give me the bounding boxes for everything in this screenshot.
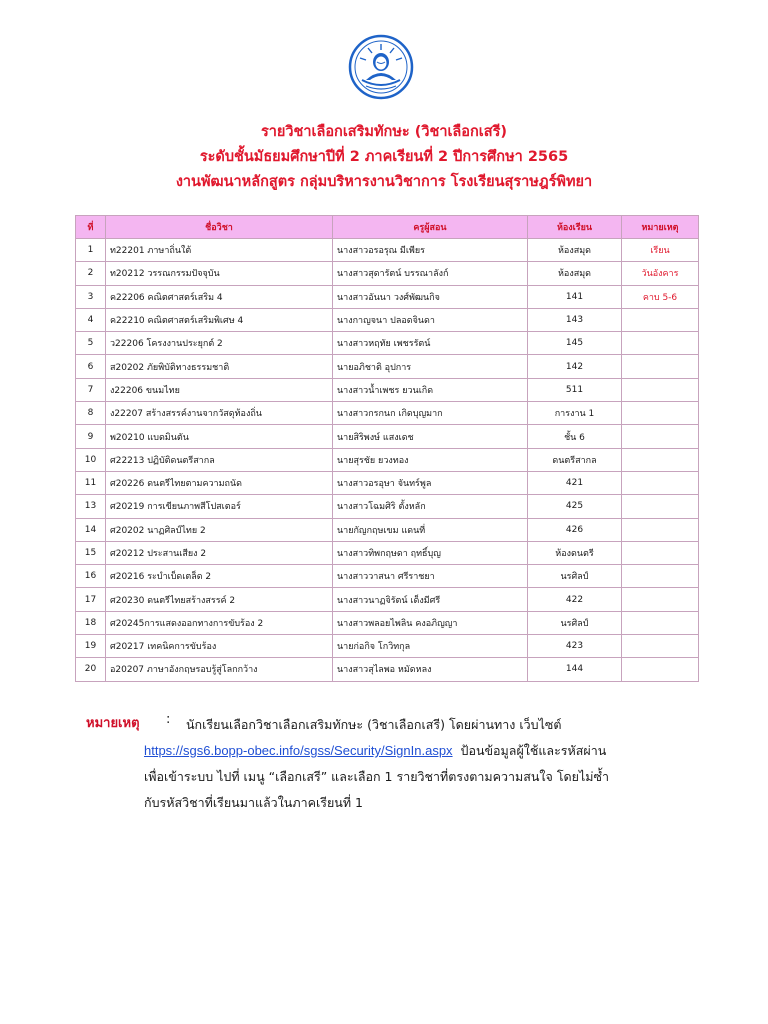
row-teacher: นางสาวอรอรุณ มีเพียร xyxy=(333,239,528,262)
row-room: ห้องสมุด xyxy=(528,262,622,285)
remark-text xyxy=(144,712,704,816)
row-room: การงาน 1 xyxy=(528,402,622,425)
row-number: 10 xyxy=(76,448,106,471)
row-number: 8 xyxy=(76,402,106,425)
row-subject: ศ20219 การเขียนภาพสีโปสเตอร์ xyxy=(106,495,333,518)
row-subject: อ20207 ภาษาอังกฤษรอบรู้สู่โลกกว้าง xyxy=(106,658,333,681)
row-teacher: นางสาวอรอุษา จันทร์พูล xyxy=(333,471,528,494)
row-note xyxy=(622,355,699,378)
remark-line-4: กับรหัสวิชาที่เรียนมาแล้วในภาคเรียนที่ 1 xyxy=(144,795,363,810)
table-row xyxy=(76,355,699,378)
row-room: นรศิลป์ xyxy=(528,611,622,634)
row-subject: ศ22213 ปฏิบัติดนตรีสากล xyxy=(106,448,333,471)
row-teacher: นางสาวสุไลพอ หมัดหลง xyxy=(333,658,528,681)
row-teacher: นางสาวทิพกฤษดา ฤทธิ์บุญ xyxy=(333,541,528,564)
row-room: 426 xyxy=(528,518,622,541)
row-subject: ว22206 โครงงานประยุกต์ 2 xyxy=(106,332,333,355)
row-room: 142 xyxy=(528,355,622,378)
row-note xyxy=(622,658,699,681)
row-number: 14 xyxy=(76,518,106,541)
row-room: ชั้น 6 xyxy=(528,425,622,448)
row-subject: ศ20212 ประสานเสียง 2 xyxy=(106,541,333,564)
remark-colon: : xyxy=(166,712,171,727)
remark-line-3: เพื่อเข้าระบบ ไปที่ เมนู “เลือกเสรี” และเลือก 1 รายวิชาที่ตรงตามความสนใจ โดยไม่ซ้ำ xyxy=(144,769,610,784)
row-room: ห้องสมุด xyxy=(528,239,622,262)
table-row xyxy=(76,471,699,494)
row-note xyxy=(622,541,699,564)
table-row xyxy=(76,518,699,541)
header-no: ที่ xyxy=(76,216,106,239)
table-header-row xyxy=(76,216,699,239)
row-teacher: นางสาววาสนา ศรีราชยา xyxy=(333,565,528,588)
row-number: 1 xyxy=(76,239,106,262)
table-row xyxy=(76,402,699,425)
table-row xyxy=(76,332,699,355)
row-number: 7 xyxy=(76,378,106,401)
row-teacher: นายอภิชาติ อุปการ xyxy=(333,355,528,378)
row-teacher: นายกัญกฤษเขม แดนที่ xyxy=(333,518,528,541)
row-room: ห้องดนตรี xyxy=(528,541,622,564)
row-room: 511 xyxy=(528,378,622,401)
table-row xyxy=(76,565,699,588)
table-row xyxy=(76,285,699,308)
header-note: หมายเหตุ xyxy=(622,216,699,239)
table-row xyxy=(76,262,699,285)
row-subject: ศ20230 ดนตรีไทยสร้างสรรค์ 2 xyxy=(106,588,333,611)
course-table xyxy=(75,215,699,682)
row-room: 141 xyxy=(528,285,622,308)
remark-line-1: นักเรียนเลือกวิชาเลือกเสริมทักษะ (วิชาเลือกเสรี) โดยผ่านทาง เว็บไซต์ xyxy=(186,717,562,732)
document-title xyxy=(0,120,768,195)
row-room: 423 xyxy=(528,635,622,658)
row-teacher: นางสาวกรกนก เกิดบุญมาก xyxy=(333,402,528,425)
table-row xyxy=(76,448,699,471)
row-teacher: นางสาวหฤทัย เพชรรัตน์ xyxy=(333,332,528,355)
school-emblem-icon xyxy=(348,34,414,100)
row-note xyxy=(622,425,699,448)
row-number: 6 xyxy=(76,355,106,378)
row-teacher: นางสาวอันนา วงศ์พัฒนกิจ xyxy=(333,285,528,308)
row-subject: ศ20217 เทคนิคการขับร้อง xyxy=(106,635,333,658)
title-line-2: ระดับชั้นมัธยมศึกษาปีที่ 2 ภาคเรียนที่ 2 ปีการศึกษา 2565 xyxy=(199,149,569,165)
row-number: 3 xyxy=(76,285,106,308)
row-number: 2 xyxy=(76,262,106,285)
title-line-1: รายวิชาเลือกเสริมทักษะ (วิชาเลือกเสรี) xyxy=(260,124,508,140)
row-subject: พ20210 แบดมินตัน xyxy=(106,425,333,448)
row-subject: ง22207 สร้างสรรค์งานจากวัสดุท้องถิ่น xyxy=(106,402,333,425)
row-number: 13 xyxy=(76,495,106,518)
remark-label: หมายเหตุ xyxy=(86,716,140,731)
row-teacher: นางสาวโฉมศิริ ตั้งหลัก xyxy=(333,495,528,518)
header-subject: ชื่อวิชา xyxy=(106,216,333,239)
row-number: 17 xyxy=(76,588,106,611)
row-teacher: นางสาวนาฏจิรัตน์ เด็งมีศรี xyxy=(333,588,528,611)
table-row xyxy=(76,425,699,448)
row-room: 143 xyxy=(528,308,622,331)
row-note: วันอังคาร xyxy=(622,262,699,285)
row-note: คาบ 5-6 xyxy=(622,285,699,308)
row-room: 425 xyxy=(528,495,622,518)
row-number: 20 xyxy=(76,658,106,681)
row-note xyxy=(622,402,699,425)
row-subject: ท20212 วรรณกรรมปัจจุบัน xyxy=(106,262,333,285)
table-row xyxy=(76,588,699,611)
title-line-3: งานพัฒนาหลักสูตร กลุ่มบริหารงานวิชาการ โรงเรียนสุราษฎร์พิทยา xyxy=(175,174,593,190)
row-subject: ง22206 ขนมไทย xyxy=(106,378,333,401)
row-subject: ค22206 คณิตศาสตร์เสริม 4 xyxy=(106,285,333,308)
table-row xyxy=(76,378,699,401)
row-note xyxy=(622,635,699,658)
row-room: 421 xyxy=(528,471,622,494)
row-note xyxy=(622,495,699,518)
row-room: 145 xyxy=(528,332,622,355)
row-note xyxy=(622,518,699,541)
header-teacher: ครูผู้สอน xyxy=(333,216,528,239)
row-subject: ศ20202 นาฏศิลป์ไทย 2 xyxy=(106,518,333,541)
row-number: 11 xyxy=(76,471,106,494)
row-number: 5 xyxy=(76,332,106,355)
row-teacher: นายก่อกิจ โกวิทกุล xyxy=(333,635,528,658)
row-room: 144 xyxy=(528,658,622,681)
signin-link[interactable]: https://sgs6.bopp-obec.info/sgss/Security/SignIn.aspx xyxy=(144,743,453,758)
row-note xyxy=(622,588,699,611)
row-subject: ศ20226 ดนตรีไทยตามความถนัด xyxy=(106,471,333,494)
row-teacher: นางกาญจนา ปลอดจินดา xyxy=(333,308,528,331)
row-note xyxy=(622,565,699,588)
row-teacher: นางสาวพลอยไพลิน คงอภิญญา xyxy=(333,611,528,634)
remark-line-2-rest: ป้อนข้อมูลผู้ใช้และรหัสผ่าน xyxy=(460,743,607,758)
remark-line-2 xyxy=(144,738,704,764)
row-note: เรียน xyxy=(622,239,699,262)
row-number: 18 xyxy=(76,611,106,634)
row-number: 19 xyxy=(76,635,106,658)
table-row xyxy=(76,495,699,518)
row-note xyxy=(622,448,699,471)
row-number: 4 xyxy=(76,308,106,331)
row-teacher: นางสาวน้ำเพชร ยวนเกิด xyxy=(333,378,528,401)
row-number: 16 xyxy=(76,565,106,588)
table-row xyxy=(76,658,699,681)
row-subject: ศ20245การแสดงออกทางการขับร้อง 2 xyxy=(106,611,333,634)
row-note xyxy=(622,378,699,401)
row-note xyxy=(622,308,699,331)
row-note xyxy=(622,332,699,355)
row-subject: ศ20216 ระบำเบ็ดเตล็ด 2 xyxy=(106,565,333,588)
table-row xyxy=(76,308,699,331)
row-teacher: นายสุรชัย ยวงทอง xyxy=(333,448,528,471)
table-row xyxy=(76,541,699,564)
row-room: 422 xyxy=(528,588,622,611)
row-number: 9 xyxy=(76,425,106,448)
row-room: ดนตรีสากล xyxy=(528,448,622,471)
header-room: ห้องเรียน xyxy=(528,216,622,239)
row-teacher: นางสาวสุดารัตน์ บรรณาลังก์ xyxy=(333,262,528,285)
row-subject: ส20202 ภัยพิบัติทางธรรมชาติ xyxy=(106,355,333,378)
row-number: 15 xyxy=(76,541,106,564)
row-subject: ท22201 ภาษาถิ่นใต้ xyxy=(106,239,333,262)
row-room: นรศิลป์ xyxy=(528,565,622,588)
row-teacher: นายสิริพงษ์ แสงเดช xyxy=(333,425,528,448)
table-row xyxy=(76,611,699,634)
table-row xyxy=(76,239,699,262)
row-subject: ค22210 คณิตศาสตร์เสริมพิเศษ 4 xyxy=(106,308,333,331)
row-note xyxy=(622,611,699,634)
table-row xyxy=(76,635,699,658)
row-note xyxy=(622,471,699,494)
